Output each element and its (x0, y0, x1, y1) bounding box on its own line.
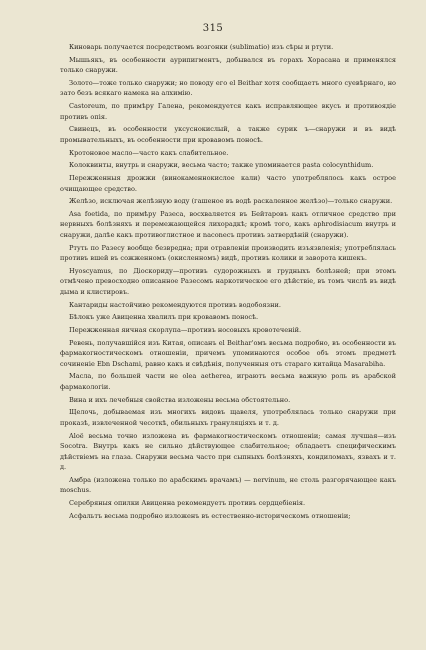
paragraph: Желѣзо, исключая желѣзную воду (гашеное въ водѣ раскаленное желѣзо)—только снаружи. (69, 197, 393, 206)
paragraph: Масла, по большей части не olea aetherea, играютъ весьма важную роль въ арабской фармакологіи. (60, 372, 396, 391)
paragraph: Ртуть по Разесу вообще безвредна; при отравленіи производить изъязвленія; употреблялась противъ вшей въ сожженномъ (окисленномъ) видѣ, противъ колики и заворота кишекъ. (60, 243, 396, 263)
paragraph: Вина и ихъ лечебныя свойства изложены весьма обстоятельно. (69, 395, 291, 404)
paragraph: Амбра (изложена только по арабскимъ врачамъ) — nervinum, не столь разгорячающее какъ moschus. (60, 475, 396, 495)
paragraph: Кротоновое масло—часто какъ слабительное. (69, 148, 229, 157)
paragraph: Asa foetida, по примѣру Разеса, восхваляется въ Бейтаровъ какъ отличное средство при нервныхъ болѣзняхъ и перемежающейся лихорадкѣ; кромѣ того, какъ aphrodisiacum внутрь и снаружи, далѣе какъ противоглистное и naconecъ противъ затвердѣній (снаружи). (60, 210, 396, 239)
body-text (60, 42, 396, 523)
paragraph: Асфальтъ весьма подробно изложенъ въ естественно-историческомъ отношеніи; (69, 511, 351, 520)
paragraph: Пережженныя дрожжи (винокаменнокислое кали) часто употреблялось какъ острое очищающее средство. (60, 174, 396, 193)
paragraph: Мышьякъ, въ особенности аурипигментъ, добывался въ горахъ Хорасана и применялся только снаружи. (60, 55, 396, 75)
paragraph: Нуоscyamus, по Діоскориду—противъ судорожныхъ и грудныхъ болѣзней; при этомъ отмѣчено превосходно описанное Разесомъ наркотическое его дѣйствіе, въ томъ числѣ въ видѣ дыма и клистировъ. (60, 266, 396, 296)
paragraph: Киноварь получается посредствомъ возгонки (sublimatio) изъ сѣры и ртути. (69, 43, 334, 51)
paragraph: Castoreum, по примѣру Галена, рекомендуется какъ исправляющее вкусъ и противоядіе противъ опія. (60, 102, 396, 121)
paragraph: Бѣлокъ уже Авиценна хвалилъ при кровавомъ поносѣ. (69, 313, 259, 322)
paragraph: Щелочь, добываемая изъ многихъ видовъ щавеля, употреблялась только снаружи при проказѣ, извлеченной чесоткѣ, обильныхъ грануляціяхъ и т. д. (60, 408, 396, 427)
page-number: 315 (202, 23, 224, 34)
paragraph: Свинецъ, въ особенности уксуснокислый, а также сурик ъ—снаружи и въ видѣ промывательныхъ, въ особенности при кровавомъ поносѣ. (60, 125, 396, 144)
paragraph: Серебряныя опилки Авиценна рекомендуетъ противъ сердцебіенія. (69, 498, 306, 507)
paragraph: Пережженная яичная скорлупа—противъ носовыхъ кровотеченій. (69, 326, 302, 335)
paragraph: Кантариды настойчиво рекомендуются противъ водобоязни. (69, 300, 281, 309)
paragraph: Колоквинты, внутрь и снаружи, весьма часто; также упоминается pasta colocynthidum. (69, 161, 374, 170)
paragraph: Золото—тоже только снаружи; но поводу его el Beithar хотя сообщаетъ много суевѣрнаго, но зато безъ всякаго намека на алхимію. (60, 78, 396, 98)
paragraph: Ревень, получавшійся изъ Китая, описанъ el Beithar'омъ весьма подробно, въ особенности въ фармакогностическомъ отношеніи, причемъ упоминаются особое объ этомъ предметѣ сочиненіе Ebn Dschami, равно какъ и свѣдѣнія, полученныя отъ стараго китайца Masarabiha. (60, 338, 396, 368)
paragraph: Aloë весьма точно изложена въ фармакогностическомъ отношеніи; самая лучшая—изъ Socotra. Внутрь какъ не сильно дѣйствующее слабительное; обладаетъ специфическимъ дѣйствіемъ на глаза. Снаружи весьма часто при сыпныхъ болѣзняхъ, кондиломахъ, язвахъ и т. д. (60, 431, 396, 471)
